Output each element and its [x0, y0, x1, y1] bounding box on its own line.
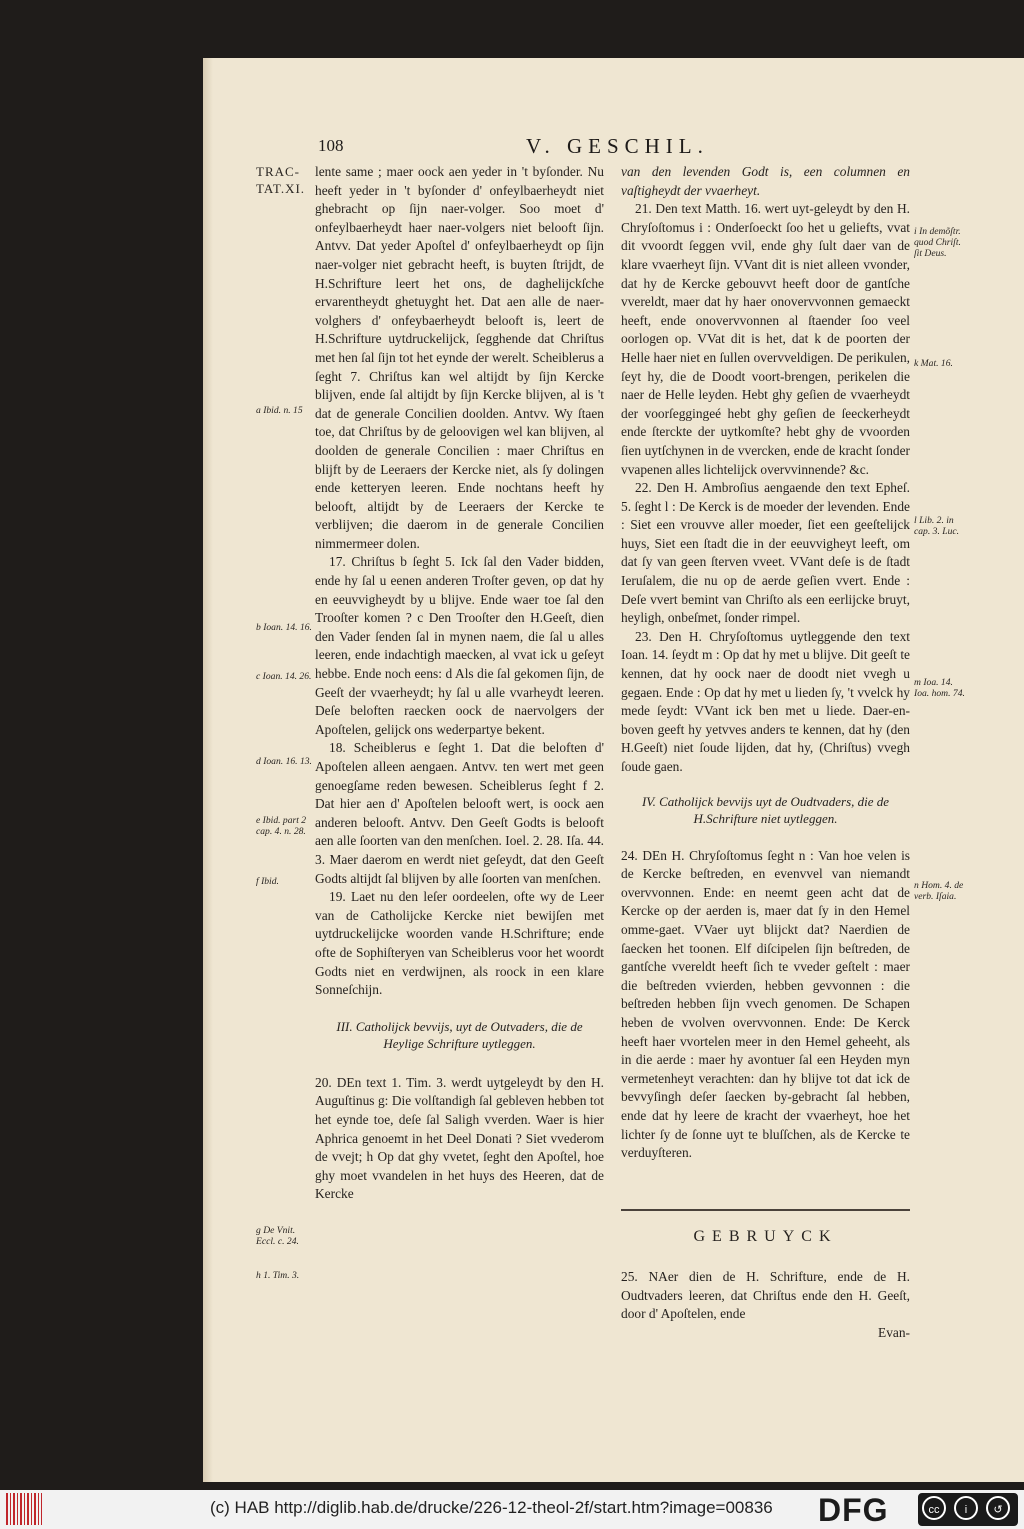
paragraph: lente same ; maer oock aen yeder in 't byſonder. Nu heeft yeder in 't byſonder d' onfeylbaerheydt niet ghebracht op ſijn naer-volger. Soo moet d' onfeylbaerheydt haer naer-volgers niet belooft ſijn. Antvv. Dat yeder Apoſtel d' onfeylbaerheydt op ſijn naer-volger niet gebracht heeft, is buyten ſtrijdt, de H.Schrifture leert het ons, de daghelijckſche ervarentheydt ghetuyght het. Dat aen alle de naer-volghers d' onfeybaerheydt belooft is, leert de H.Schrifture uytdruckelijck, ſegghende dat Chriſtus met hen ſal ſijn tot het eynde der werelt. Scheiblerus a ſeght 7. Chriſtus kan wel altijdt by ſijn Kercke blijven, ende ſal altijdt by ſijn Kercke blijven, al is 't dat de generale Concilien doolden. Antvv. Wy ſtaen toe, dat Chriſtus by de geloovigen wel kan blijven, al doolden de generale Concilien : maer Chriſtus en blijft by de Leeraers der Kercke niet, als ſy dolingen ende ketteryen leeren. Ende nochtans heeft hy belooft, altijdt by de Leeraers der Kercke te verblijven; die daerom in de generale Concilien nimmermeer dolen. — [315, 164, 604, 551]
paragraph: 21. Den text Matth. 16. wert uyt-geleydt by den H. Chryſoſtomus i : Onderſoeckt ſoo het u geliefts, vvat dit vvoordt ſeggen vvil, ende ghy ſult daer van de klare vvaerheyt ſijn. VVant dit is niet alleen vvonder, dat hy de Kercke gebouvvt heeft door de gantſche vvereldt, maer dat hy haer onovervvonnen gemaeckt heeft, ende onovervvonnen al ſtaender ſoo veel oorlogen op. VVat dit is het, dat k de poorten der Helle haer niet en ſullen overvveldigen. De perikulen, ſeyt hy, die de Doodt voort-brengen, perikelen die naer de Helle leyden. Hebt ghy geſien de vvaerheydt der voorſeggingeé hebt ghy geſien de ſeeckerheydt ende ſterckte der uytkomſte? hebt ghy de vvoorden ſien uytſchynen in de vvercken, ende de kracht ſonder vvapenen alles lichtelijck overvvinnende? &c. — [621, 201, 910, 477]
section-heading: III. Catholijck bevvijs, uyt de Outvaders, die de Heylige Schrifture uytleggen. — [336, 1018, 583, 1051]
dfg-logo: DFG — [818, 1492, 889, 1528]
margin-note-a: a Ibid. n. 15 — [256, 405, 303, 416]
margin-note-h: h 1. Tim. 3. — [256, 1270, 300, 1281]
tract-line-2: TAT.XI. — [256, 181, 306, 196]
margin-note-d: d Ioan. 16. 13. — [256, 756, 312, 767]
margin-note-e: e Ibid. part 2 cap. 4. n. 28. — [256, 815, 307, 837]
cc-license-badge[interactable] — [918, 1493, 1018, 1526]
paragraph: 25. NAer dien de H. Schrifture, ende de H. Oudtvaders leeren, dat Chriſtus ende den H. Geeſt, door d' Apoſtelen, ende — [621, 1269, 910, 1322]
margin-note-k: k Mat. 16. — [914, 358, 953, 369]
left-text-column — [315, 163, 604, 1204]
margin-note-l: l Lib. 2. in cap. 3. Luc. — [914, 515, 960, 537]
paragraph: 18. Scheiblerus e ſeght 1. Dat die beloften d' Apoſtelen alleen aengaen. Antvv. ten wert met geen genoegſame reden bewesen. Scheiblerus ſeght f 2. Dat hier aen d' Apoſtelen belooft wert, is oock aen anderen belooft. Antvv. Den Geeſt Godts is belooft aen alle ſoorten van den menſchen. Ioel. 2. 28. Iſa. 44. 3. Maer daerom en werdt niet geſeydt, dat den Geeſt Godts altijdt ſal blijven by alle ſoorten van menſchen. — [315, 740, 604, 886]
margin-note-f: f Ibid. — [256, 876, 279, 887]
cc-icon: cc — [922, 1496, 946, 1520]
paragraph: 17. Chriſtus b ſeght 5. Ick ſal den Vader bidden, ende hy ſal u eenen anderen Troſter geven, op dat hy en eeuvvigheydt by u blijve. Ende waer toe ſal den Trooſter komen ? c Den Trooſter den H.Geeſt, dien den Vader ſenden ſal in mynen naem, die ſal u alles leeren, ende indachtigh maecken, al vvat ick u geſeyt hebbe. Ende noch eens: d Als die ſal gekomen ſijn, de Geeſt der vvaerheydt; hy ſal u alle vvarheydt leeren. Deſe beloften raecken oock de naervolgers der Apoſtelen, gelijck ons wederpartye bekent. — [315, 554, 604, 737]
closing-text — [621, 1268, 910, 1342]
source-link[interactable]: (c) HAB http://diglib.hab.de/drucke/226-12-theol-2f/start.htm?image=00836 — [210, 1498, 773, 1517]
margin-note-c: c Ioan. 14. 26. — [256, 671, 312, 682]
section-rule — [621, 1209, 910, 1211]
by-icon: i — [954, 1496, 978, 1520]
tract-label — [256, 163, 305, 197]
margin-note-m: m Ioa. 14. Ioa. hom. 74. — [914, 677, 965, 699]
heading-gebruyck: GEBRUYCK — [693, 1228, 838, 1245]
paragraph: 22. Den H. Ambroſius aengaende den text Epheſ. 5. ſeght l : De Kerck is de moeder der levenden. Ende : Siet een vrouvve aller moeder, ſiet een geeſtelijck huys, Siet een ſtadt die in der eeuvvigheyt leeft, om dat ſy van geen ſterven vveet. VVant deſe is de ſtadt Ieruſalem, die nu op de aerde geſien vvert. Ende : Deſe vvert bemint van Chriſto als een eerlijcke bruyt, heyligh, onbeſmet, ſonder rimpel. — [621, 480, 910, 626]
page-number: 108 — [318, 136, 344, 155]
paragraph: 20. DEn text 1. Tim. 3. werdt uytgeleydt by den H. Auguſtinus g: Die volſtandigh ſal gebleven hebben tot het eynde toe, deſe ſal Saligh vverden. Waer is hier Aphrica genoemt in het Deel Donati ? Siet vvederom de vvejt; h Op dat ghy vvetet, ſeght den Apoſtel, hoe ghy moet vvandelen in het huys des Heeren, dat de Kercke — [315, 1074, 604, 1202]
page-gutter — [203, 58, 213, 1482]
paragraph: van den levenden Godt is, een columnen en vaſtigheydt der vvaerheyt. — [621, 164, 910, 198]
paragraph: 23. Den H. Chryſoſtomus uytleggende den text Ioan. 14. ſeydt m : Op dat hy met u blijve. Dit geeſt te kennen, dat hy oock naer de doodt niet vvegh u gegaen. Ende : Op dat hy met u lieden ſy, 't vvelck hy mede ſeydt: VVant ick ben met u liede. Daer-en-boven geeft hy yetvves anders te kennen, dat hy (den H.Geeſt) niet ſoude lijden, dat hy, (Chriſtus) vvegh ſoude gaen. — [621, 628, 910, 774]
margin-note-i: i In demõſtr. quod Chriſt. ſit Deus. — [914, 226, 961, 259]
right-text-column — [621, 163, 910, 1163]
running-title: V. GESCHIL. — [526, 134, 709, 158]
margin-note-n: n Hom. 4. de verb. Iſaia. — [914, 880, 964, 902]
sa-icon: ↺ — [986, 1496, 1010, 1520]
margin-note-b: b Ioan. 14. 16. — [256, 622, 312, 633]
margin-note-g: g De Vnit. Eccl. c. 24. — [256, 1225, 299, 1247]
paragraph: 19. Laet nu den leſer oordeelen, ofte wy de Leer van de Catholijcke Kercke niet bewijſen met uytdruckelijcke woorden vande H.Schrifture; ende ofte de Sophiſteryen van Scheiblerus voor het woordt Godts niet en verdwijnen, als roock in een klare Sonneſchijn. — [315, 889, 604, 998]
catchword: Evan- — [878, 1324, 910, 1340]
paragraph: 24. DEn H. Chryſoſtomus ſeght n : Van hoe velen is de Kercke beſtreden, en evenvvel van niemandt overvvonnen. Ende: en neemt geen acht dat de Kercke op der aerden is, maer dat ſy in den Hemel omme-gaet. VVaer uyt blijckt dat? Naerdien de ſaecken het toonen. Elf diſcipelen ſijn beſtreden, de gantſche vvereldt heeft ſich te vveder geſtelt : maer die beſtreden vvierden, hebben gevvonnen : die beſtreden hebben ſijn vvech genomen. De Schapen heben de vvolven overvvonnen. Ende: De Kerck heeft haer vvortelen meer in den Hemel geheeht, als in die aerde : maer hy avontuer ſal een Heyden myn vermetenheyt verachten: dan hy blijve tot dat ick de bevvyſingh deſer ſaecken by-gebracht ſal hebben, ende dat hy leere de kracht der vvaerheyt, hoe het lichter ſy de ſonne uyt te bluſſchen, als de Kercke te verduyſteren. — [621, 847, 910, 1161]
viewer-footer — [0, 1490, 1024, 1529]
section-heading: IV. Catholijck bevvijs uyt de Oudtvaders, die de H.Schrifture niet uytleggen. — [641, 793, 890, 826]
tract-line-1: TRAC- — [256, 164, 300, 179]
barcode-icon — [6, 1493, 42, 1525]
page-header — [318, 136, 1018, 162]
